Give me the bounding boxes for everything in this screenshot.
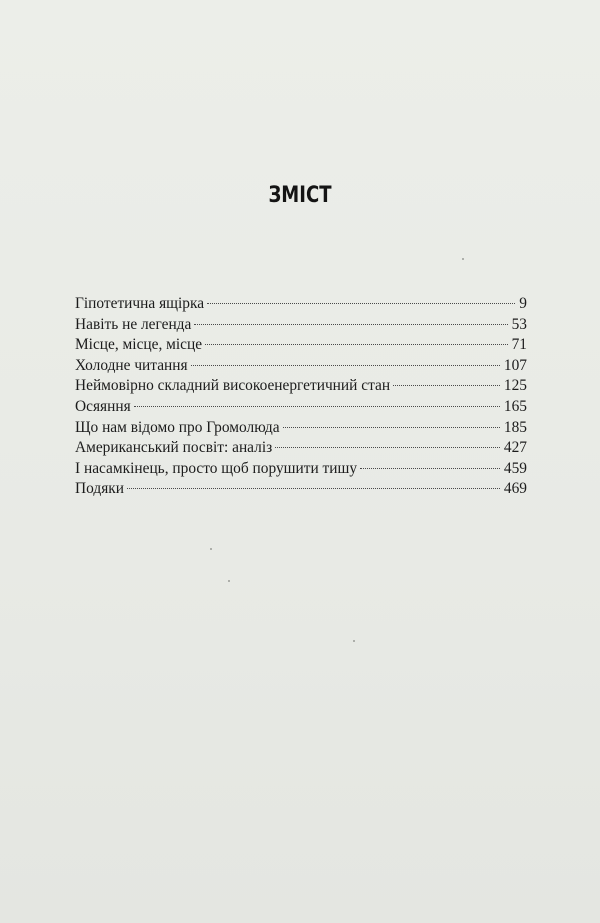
- dot-leader: [191, 365, 500, 366]
- toc-entry-page: 427: [503, 439, 527, 457]
- toc-entry-title: Навіть не легенда: [75, 315, 192, 333]
- dot-leader: [360, 468, 500, 469]
- dot-leader: [134, 406, 500, 407]
- dot-leader: [393, 385, 500, 386]
- toc-entry-page: 165: [503, 397, 527, 415]
- toc-entry-title: Холодне читання: [75, 356, 188, 374]
- toc-entry-title: Що нам відомо про Громолюда: [75, 418, 280, 436]
- toc-entry: [75, 294, 527, 315]
- toc-entry-title: Неймовірно складний високоенергетичний стан: [75, 377, 391, 395]
- toc-entry: [75, 438, 527, 459]
- toc-entry-title: Подяки: [75, 480, 124, 498]
- paper-speck: [210, 548, 212, 550]
- page-title: ЗМІСТ: [268, 183, 332, 208]
- toc-entry-title: Осяяння: [75, 397, 131, 415]
- toc-entry-title: Місце, місце, місце: [75, 336, 203, 354]
- toc-entry-page: 107: [503, 356, 527, 374]
- toc-entry: [75, 356, 527, 377]
- toc-entry-title: Американський посвіт: аналіз: [75, 439, 273, 457]
- dot-leader: [207, 303, 515, 304]
- toc-entry-page: 469: [503, 480, 527, 498]
- toc-entry: [75, 418, 527, 439]
- toc-entry: [75, 376, 527, 397]
- toc-entry-title: Гіпотетична ящірка: [75, 295, 205, 312]
- paper-speck: [228, 580, 230, 582]
- paper-speck: [462, 258, 464, 260]
- dot-leader: [127, 488, 500, 489]
- table-of-contents: [75, 294, 527, 500]
- dot-leader: [205, 344, 508, 345]
- toc-entry: [75, 397, 527, 418]
- toc-entry: [75, 459, 527, 480]
- toc-entry-page: 53: [511, 315, 527, 333]
- dot-leader: [275, 447, 500, 448]
- toc-entry-title: І насамкінець, просто щоб порушити тишу: [75, 459, 358, 477]
- paper-speck: [353, 640, 355, 642]
- toc-entry-page: 459: [503, 459, 527, 477]
- dot-leader: [283, 427, 500, 428]
- toc-entry: [75, 479, 527, 500]
- toc-entry: [75, 315, 527, 336]
- toc-entry-page: 9: [519, 295, 527, 312]
- dot-leader: [194, 324, 507, 325]
- toc-entry: [75, 335, 527, 356]
- toc-entry-page: 125: [503, 377, 527, 395]
- toc-entry-page: 71: [511, 336, 527, 354]
- toc-entry-page: 185: [503, 418, 527, 436]
